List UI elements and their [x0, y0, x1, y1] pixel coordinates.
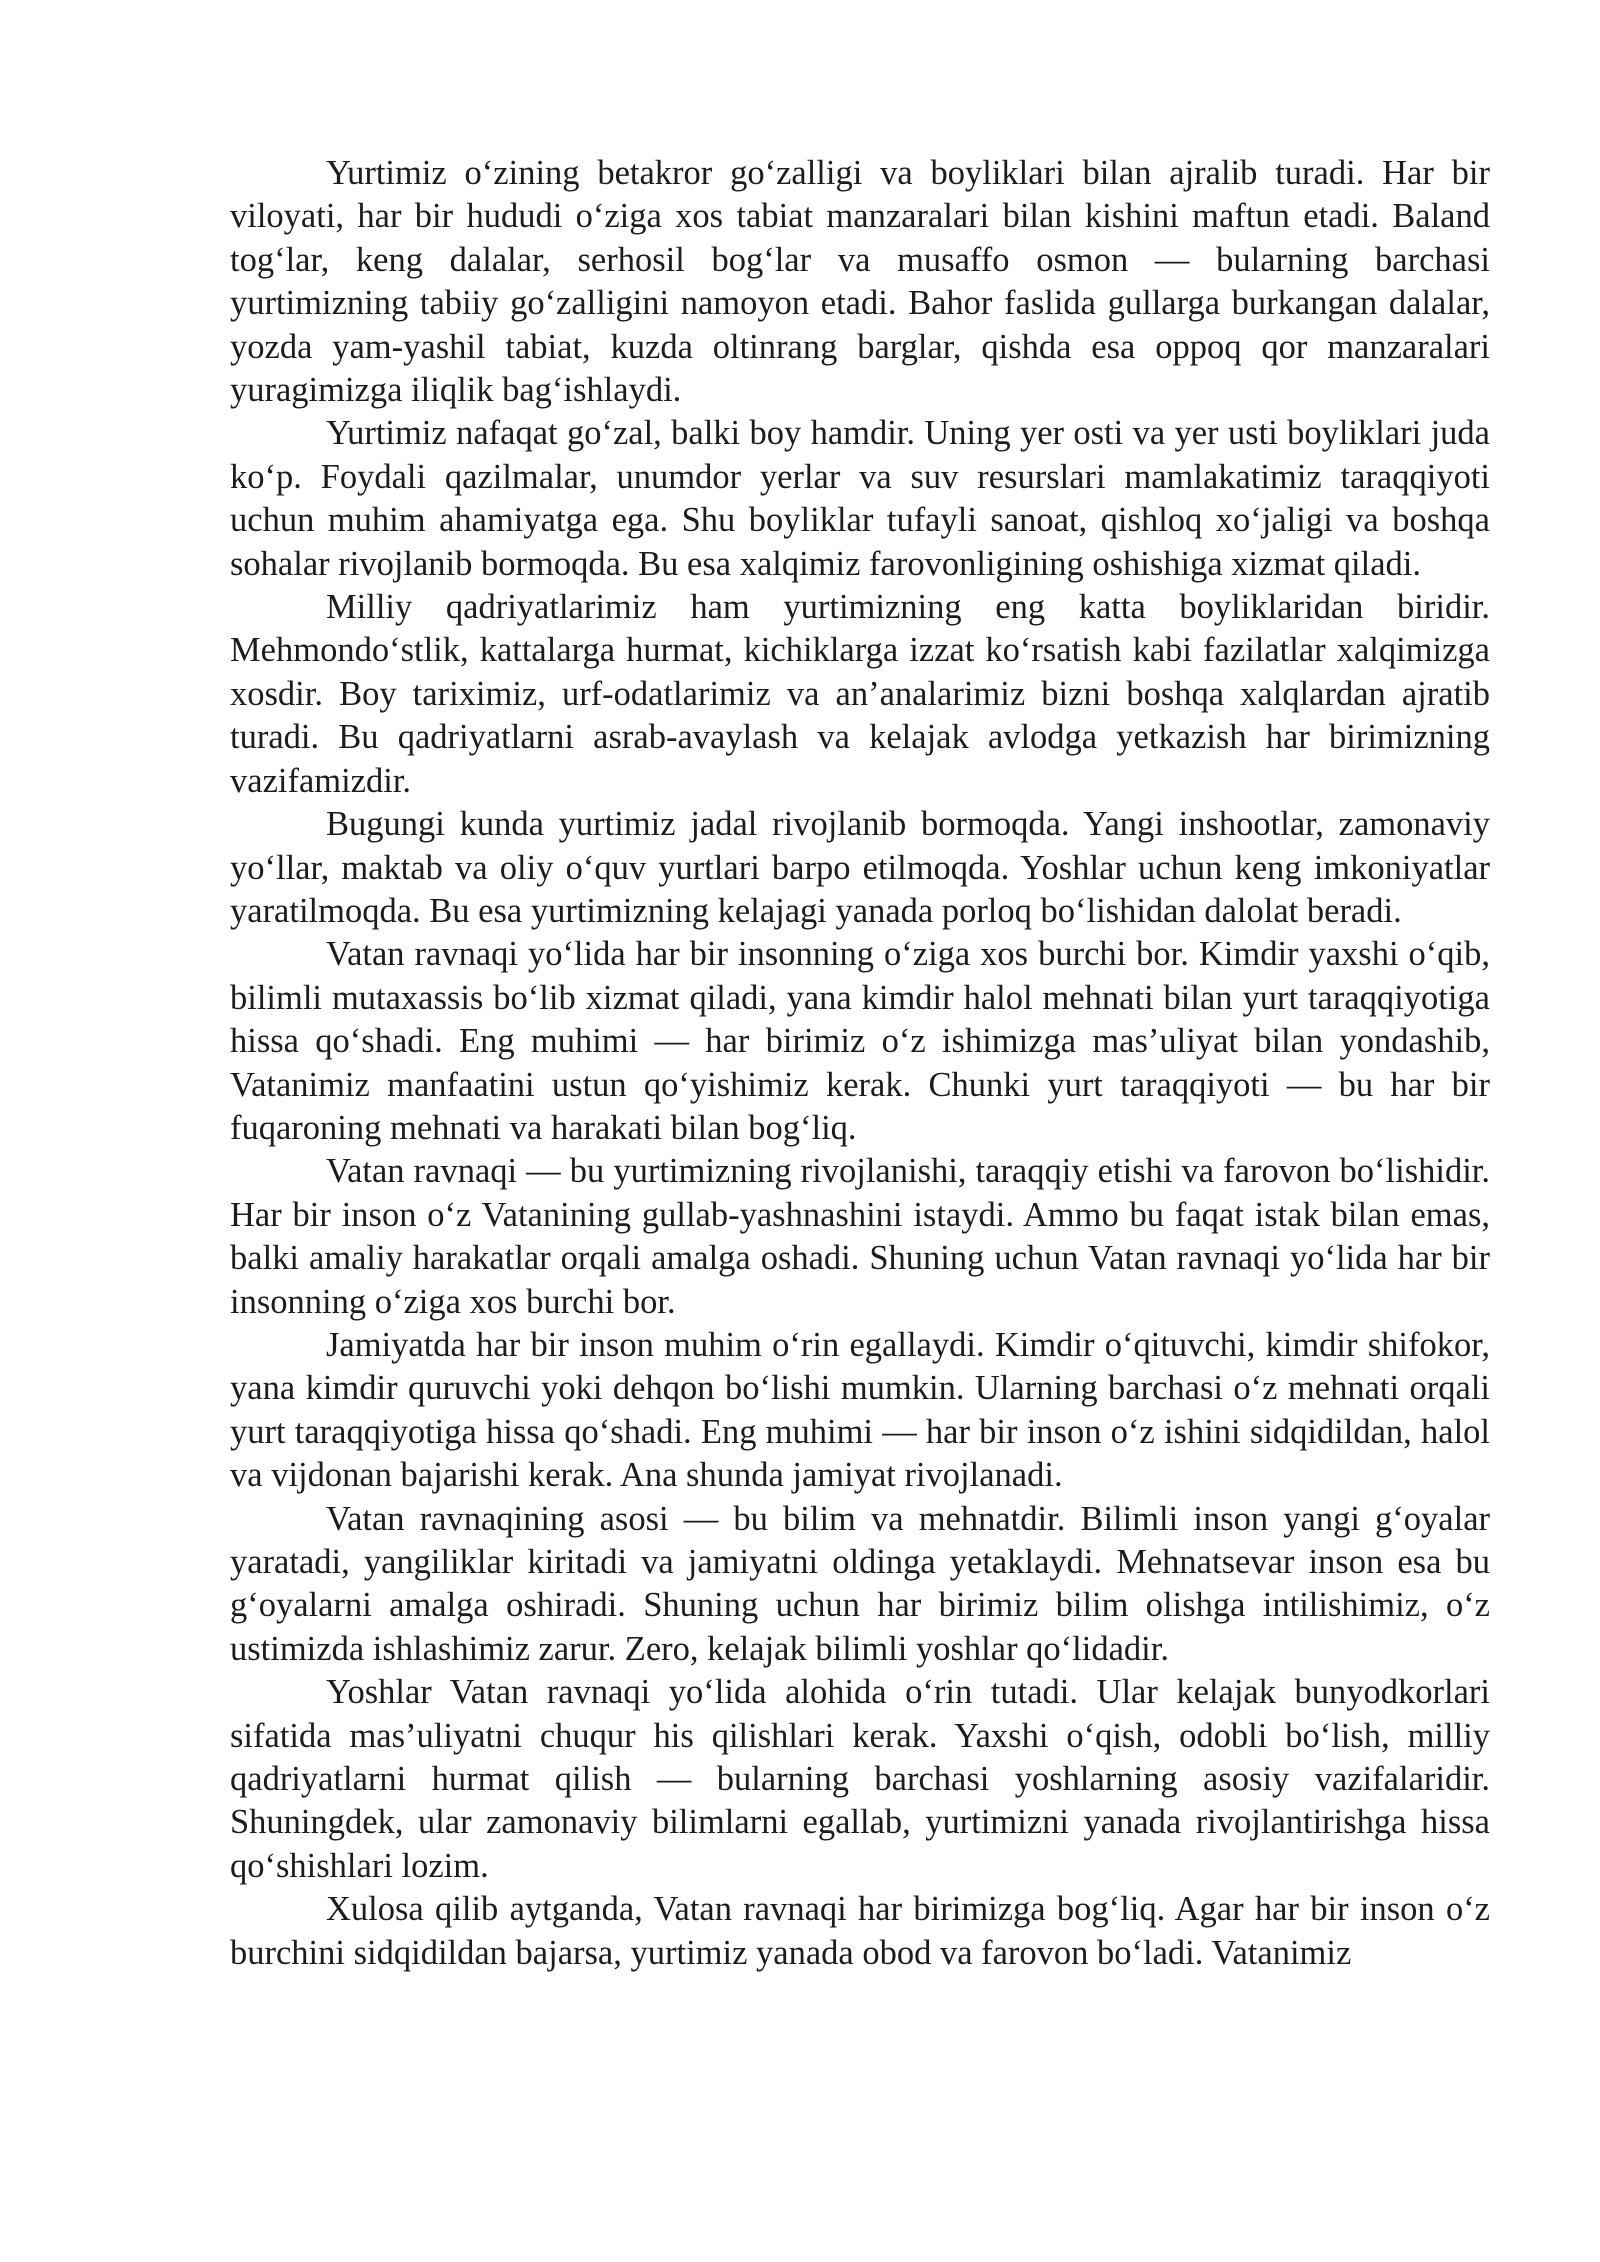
paragraph: Yurtimiz o‘zining betakror go‘zalligi va boyliklari bilan ajralib turadi. Har bir viloyati, har bir hududi o‘ziga xos tabiat manzaralari bilan kishini maftun etadi. Baland tog‘lar, keng dalalar, serhosil bog‘lar va musaffo osmon — bularning barchasi yurtimizning tabiiy go‘zalligini namoyon etadi. Bahor faslida gullarga burkangan dalalar, yozda yam-yashil tabiat, kuzda oltinrang barglar, qishda esa oppoq qor manzaralari yuragimizga iliqlik bag‘ishlaydi.	[230, 154, 1490, 410]
paragraph: Milliy qadriyatlarimiz ham yurtimizning eng katta boyliklaridan biridir. Mehmondo‘stlik, kattalarga hurmat, kichiklarga izzat ko‘rsatish kabi fazilatlar xalqimizga xosdir. Boy tariximiz, urf-odatlarimiz va an’analarimiz bizni boshqa xalqlardan ajratib turadi. Bu qadriyatlarni asrab-avaylash va kelajak avlodga yetkazish har birimizning vazifamizdir.	[230, 588, 1490, 800]
paragraph: Bugungi kunda yurtimiz jadal rivojlanib bormoqda. Yangi inshootlar, zamonaviy yo‘llar, maktab va oliy o‘quv yurtlari barpo etilmoqda. Yoshlar uchun keng imkoniyatlar yaratilmoqda. Bu esa yurtimizning kelajagi yanada porloq bo‘lishidan dalolat beradi.	[230, 805, 1490, 930]
paragraph: Jamiyatda har bir inson muhim o‘rin egallaydi. Kimdir o‘qituvchi, kimdir shifokor, yana kimdir quruvchi yoki dehqon bo‘lishi mumkin. Ularning barchasi o‘z mehnati orqali yurt taraqqiyotiga hissa qo‘shadi. Eng muhimi — har bir inson o‘z ishini sidqidildan, halol va vijdonan bajarishi kerak. Ana shunda jamiyat rivojlanadi.	[230, 1325, 1490, 1495]
paragraph: Vatan ravnaqi — bu yurtimizning rivojlanishi, taraqqiy etishi va farovon bo‘lishidir. Har bir inson o‘z Vatanining gullab-yashnashini istaydi. Ammo bu faqat istak bilan emas, balki amaliy harakatlar orqali amalga oshadi. Shuning uchun Vatan ravnaqi yo‘lida har bir insonning o‘ziga xos burchi bor.	[230, 1152, 1490, 1321]
paragraph: Vatan ravnaqi yo‘lida har bir insonning o‘ziga xos burchi bor. Kimdir yaxshi o‘qib, bilimli mutaxassis bo‘lib xizmat qiladi, yana kimdir halol mehnati bilan yurt taraqqiyotiga hissa qo‘shadi. Eng muhimi — har birimiz o‘z ishimizga mas’uliyat bilan yondashib, Vatanimiz manfaatini ustun qo‘yishimiz kerak. Chunki yurt taraqqiyoti — bu har bir fuqaroning mehnati va harakati bilan bog‘liq.	[230, 935, 1490, 1147]
paragraph: Xulosa qilib aytganda, Vatan ravnaqi har birimizga bog‘liq. Agar har bir inson o‘z burchini sidqidildan bajarsa, yurtimiz yanada obod va farovon bo‘ladi. Vatanimiz	[230, 1890, 1490, 1972]
paragraph: Yoshlar Vatan ravnaqi yo‘lida alohida o‘rin tutadi. Ular kelajak bunyodkorlari sifatida mas’uliyatni chuqur his qilishlari kerak. Yaxshi o‘qish, odobli bo‘lish, milliy qadriyatlarni hurmat qilish — bularning barchasi yoshlarning asosiy vazifalaridir. Shuningdek, ular zamonaviy bilimlarni egallab, yurtimizni yanada rivojlantirishga hissa qo‘shishlari lozim.	[230, 1673, 1490, 1885]
document-page	[230, 152, 1490, 1975]
paragraph: Vatan ravnaqining asosi — bu bilim va mehnatdir. Bilimli inson yangi g‘oyalar yaratadi, yangiliklar kiritadi va jamiyatni oldinga yetaklaydi. Mehnatsevar inson esa bu g‘oyalarni amalga oshiradi. Shuning uchun har birimiz bilim olishga intilishimiz, o‘z ustimizda ishlashimiz zarur. Zero, kelajak bilimli yoshlar qo‘lidadir.	[230, 1499, 1490, 1668]
paragraph: Yurtimiz nafaqat go‘zal, balki boy hamdir. Uning yer osti va yer usti boyliklari juda ko‘p. Foydali qazilmalar, unumdor yerlar va suv resurslari mamlakatimiz taraqqiyoti uchun muhim ahamiyatga ega. Shu boyliklar tufayli sanoat, qishloq xo‘jaligi va boshqa sohalar rivojlanib bormoqda. Bu esa xalqimiz farovonligining oshishiga xizmat qiladi.	[230, 414, 1490, 583]
